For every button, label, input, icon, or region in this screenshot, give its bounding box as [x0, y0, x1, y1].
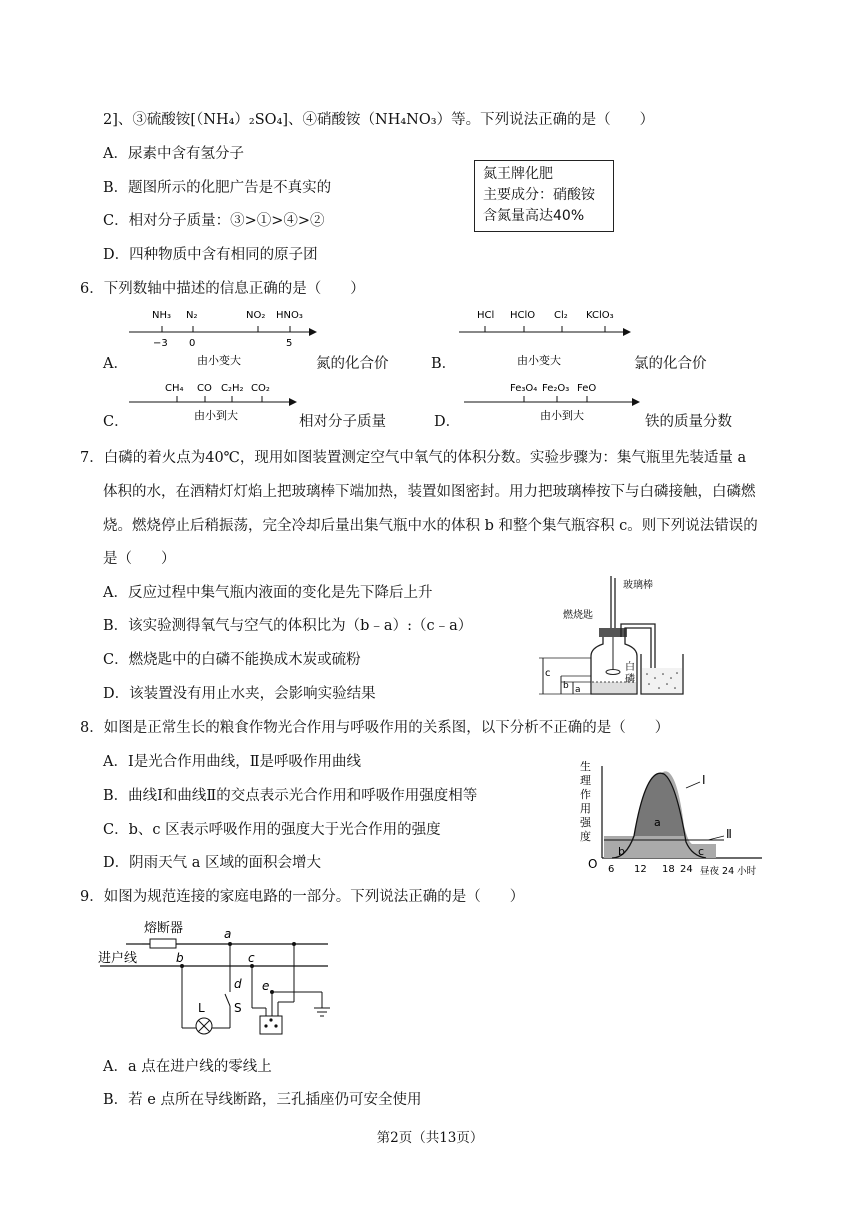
graph-xtick-24: 24: [680, 864, 693, 875]
q6-option-d-desc: 铁的质量分数: [645, 414, 732, 430]
q6-axis-b: [455, 300, 645, 370]
q7-option-b: B．该实验测得氧气与空气的体积比为（b﹣a）:（c﹣a）: [103, 618, 473, 634]
circuit-switch-S: S: [234, 1001, 242, 1015]
graph-y-label-2: 理: [580, 774, 591, 787]
fig-label-phos: 磷: [625, 674, 635, 685]
q5-option-b: B．题图所示的化肥广告是不真实的: [103, 180, 332, 196]
axis-a-item-3: NO₂: [246, 310, 266, 321]
q5-stem-continued: 2]、③硫酸铵[（NH₄）₂SO₄]、④硝酸铵（NH₄NO₃）等。下列说法正确的是（ ）: [103, 112, 655, 128]
axis-c-item-4: CO₂: [251, 383, 270, 394]
fertilizer-ad-box: [474, 160, 614, 232]
q6-option-a-label: A．: [103, 356, 128, 372]
axis-b-caption: 由小变大: [517, 354, 561, 367]
axis-a-item-4: HNO₃: [276, 310, 303, 321]
axis-c-item-3: C₂H₂: [221, 383, 244, 394]
graph-xtick-18: 18: [662, 864, 675, 875]
fig-label-c: c: [545, 668, 551, 679]
graph-y-label-3: 作: [580, 788, 591, 801]
q6-axis-d: [460, 374, 650, 434]
axis-a-num-2: 0: [189, 338, 196, 349]
q6-option-a-desc: 氮的化合价: [316, 356, 389, 372]
fig-label-a: a: [575, 685, 581, 695]
q8-option-d: D．阴雨天气 a 区域的面积会增大: [103, 855, 321, 871]
graph-y-label-6: 度: [580, 830, 591, 843]
axis-b-item-4: KClO₃: [586, 310, 614, 321]
q7-option-c: C．燃烧匙中的白磷不能换成木炭或硫粉: [103, 652, 361, 668]
q7-option-a: A．反应过程中集气瓶内液面的变化是先下降后上升: [103, 585, 433, 601]
q5-option-c: C．相对分子质量：③>①>④>②: [103, 213, 325, 229]
q9-option-a: A．a 点在进户线的零线上: [103, 1059, 272, 1075]
circuit-inline-label: 进户线: [98, 951, 138, 966]
graph-curve-1-label: Ⅰ: [702, 773, 706, 787]
q9-circuit-diagram: [96, 916, 336, 1046]
graph-y-label-4: 用: [580, 802, 591, 815]
axis-b-item-1: HCl: [477, 310, 495, 321]
axis-d-item-2: Fe₂O₃: [542, 383, 570, 394]
axis-d-caption: 由小到大: [540, 409, 584, 422]
graph-area-a: a: [654, 816, 661, 829]
circuit-point-e: e: [262, 979, 270, 993]
q8-option-a: A．Ⅰ是光合作用曲线，Ⅱ是呼吸作用曲线: [103, 754, 362, 770]
q7-option-d: D．该装置没有用止水夹，会影响实验结果: [103, 686, 376, 702]
axis-a-item-1: NH₃: [152, 310, 172, 321]
graph-area-b: b: [618, 845, 625, 858]
graph-xtick-12: 12: [634, 864, 647, 875]
axis-b-item-3: Cl₂: [554, 310, 568, 321]
circuit-fuse-label: 熔断器: [144, 921, 184, 936]
fig-label-rod: 玻璃棒: [623, 580, 653, 591]
q9-stem: 9．如图为规范连接的家庭电路的一部分。下列说法正确的是（ ）: [80, 889, 525, 905]
axis-b-item-2: HClO: [510, 310, 536, 321]
axis-a-num-3: 5: [286, 338, 293, 349]
fig-label-white: 白: [625, 662, 635, 673]
axis-a-num-1: −3: [153, 338, 168, 349]
q8-option-c: C．b、c 区表示呼吸作用的强度大于光合作用的强度: [103, 822, 441, 838]
q6-axis-c: [125, 374, 305, 434]
circuit-point-a: a: [224, 927, 232, 941]
graph-area-c: c: [698, 845, 705, 858]
axis-c-item-1: CH₄: [165, 383, 184, 394]
fig-label-spoon: 燃烧匙: [563, 610, 593, 621]
graph-xtick-6: 6: [608, 864, 615, 875]
axis-d-item-1: Fe₃O₄: [510, 383, 538, 394]
q6-stem: 6．下列数轴中描述的信息正确的是（ ）: [80, 281, 365, 297]
q8-option-b: B．曲线Ⅰ和曲线Ⅱ的交点表示光合作用和呼吸作用强度相等: [103, 788, 478, 804]
graph-y-label-1: 生: [580, 760, 591, 773]
axis-c-caption: 由小到大: [194, 409, 238, 422]
ad-line-1: 氮王牌化肥: [483, 166, 553, 182]
axis-d-item-3: FeO: [577, 383, 597, 394]
q9-option-b: B．若 e 点所在导线断路，三孔插座仍可安全使用: [103, 1092, 422, 1108]
q8-stem: 8．如图是正常生长的粮食作物光合作用与呼吸作用的关系图，以下分析不正确的是（ ）: [80, 720, 670, 736]
axis-a-caption: 由小变大: [197, 354, 241, 367]
q6-option-d-label: D．: [434, 414, 461, 430]
q6-option-c-desc: 相对分子质量: [299, 414, 386, 430]
q6-axis-a: [125, 300, 325, 370]
circuit-point-b: b: [176, 951, 184, 965]
q7-stem-line-4: 是（ ）: [103, 551, 176, 567]
axis-c-item-2: CO: [197, 383, 212, 394]
q5-option-d: D．四种物质中含有相同的原子团: [103, 247, 318, 263]
q8-photosynthesis-graph: [576, 756, 766, 882]
q7-stem-line-2: 体积的水，在酒精灯灯焰上把玻璃棒下端加热，装置如图密封。用力把玻璃棒按下与白磷接触，白磷燃: [103, 484, 756, 500]
circuit-point-c: c: [248, 951, 255, 965]
q6-option-c-label: C．: [103, 414, 129, 430]
q7-apparatus-figure: [533, 572, 693, 700]
axis-a-item-2: N₂: [186, 310, 198, 321]
circuit-lamp-L: L: [198, 1001, 205, 1015]
graph-origin: O: [588, 857, 598, 871]
q5-option-a: A．尿素中含有氢分子: [103, 146, 244, 162]
graph-x-label: 昼夜 24 小时: [700, 866, 757, 877]
q6-option-b-desc: 氯的化合价: [634, 356, 707, 372]
q6-option-b-label: B．: [431, 356, 457, 372]
graph-curve-2-label: Ⅱ: [726, 827, 732, 841]
graph-y-label-5: 强: [580, 816, 591, 829]
fig-label-b: b: [563, 681, 569, 691]
ad-line-3: 含氮量高达40%: [483, 208, 585, 224]
q7-stem-line-1: 7．白磷的着火点为40℃，现用如图装置测定空气中氧气的体积分数。实验步骤为：集气瓶里先装适量 a: [80, 450, 747, 466]
ad-line-2: 主要成分：硝酸铵: [483, 187, 595, 203]
page-footer: 第2页（共13页）: [376, 1130, 484, 1146]
q7-stem-line-3: 烧。燃烧停止后稍振荡，完全冷却后量出集气瓶中水的体积 b 和整个集气瓶容积 c。则下列说法错误的: [103, 518, 758, 534]
circuit-point-d: d: [234, 977, 242, 991]
